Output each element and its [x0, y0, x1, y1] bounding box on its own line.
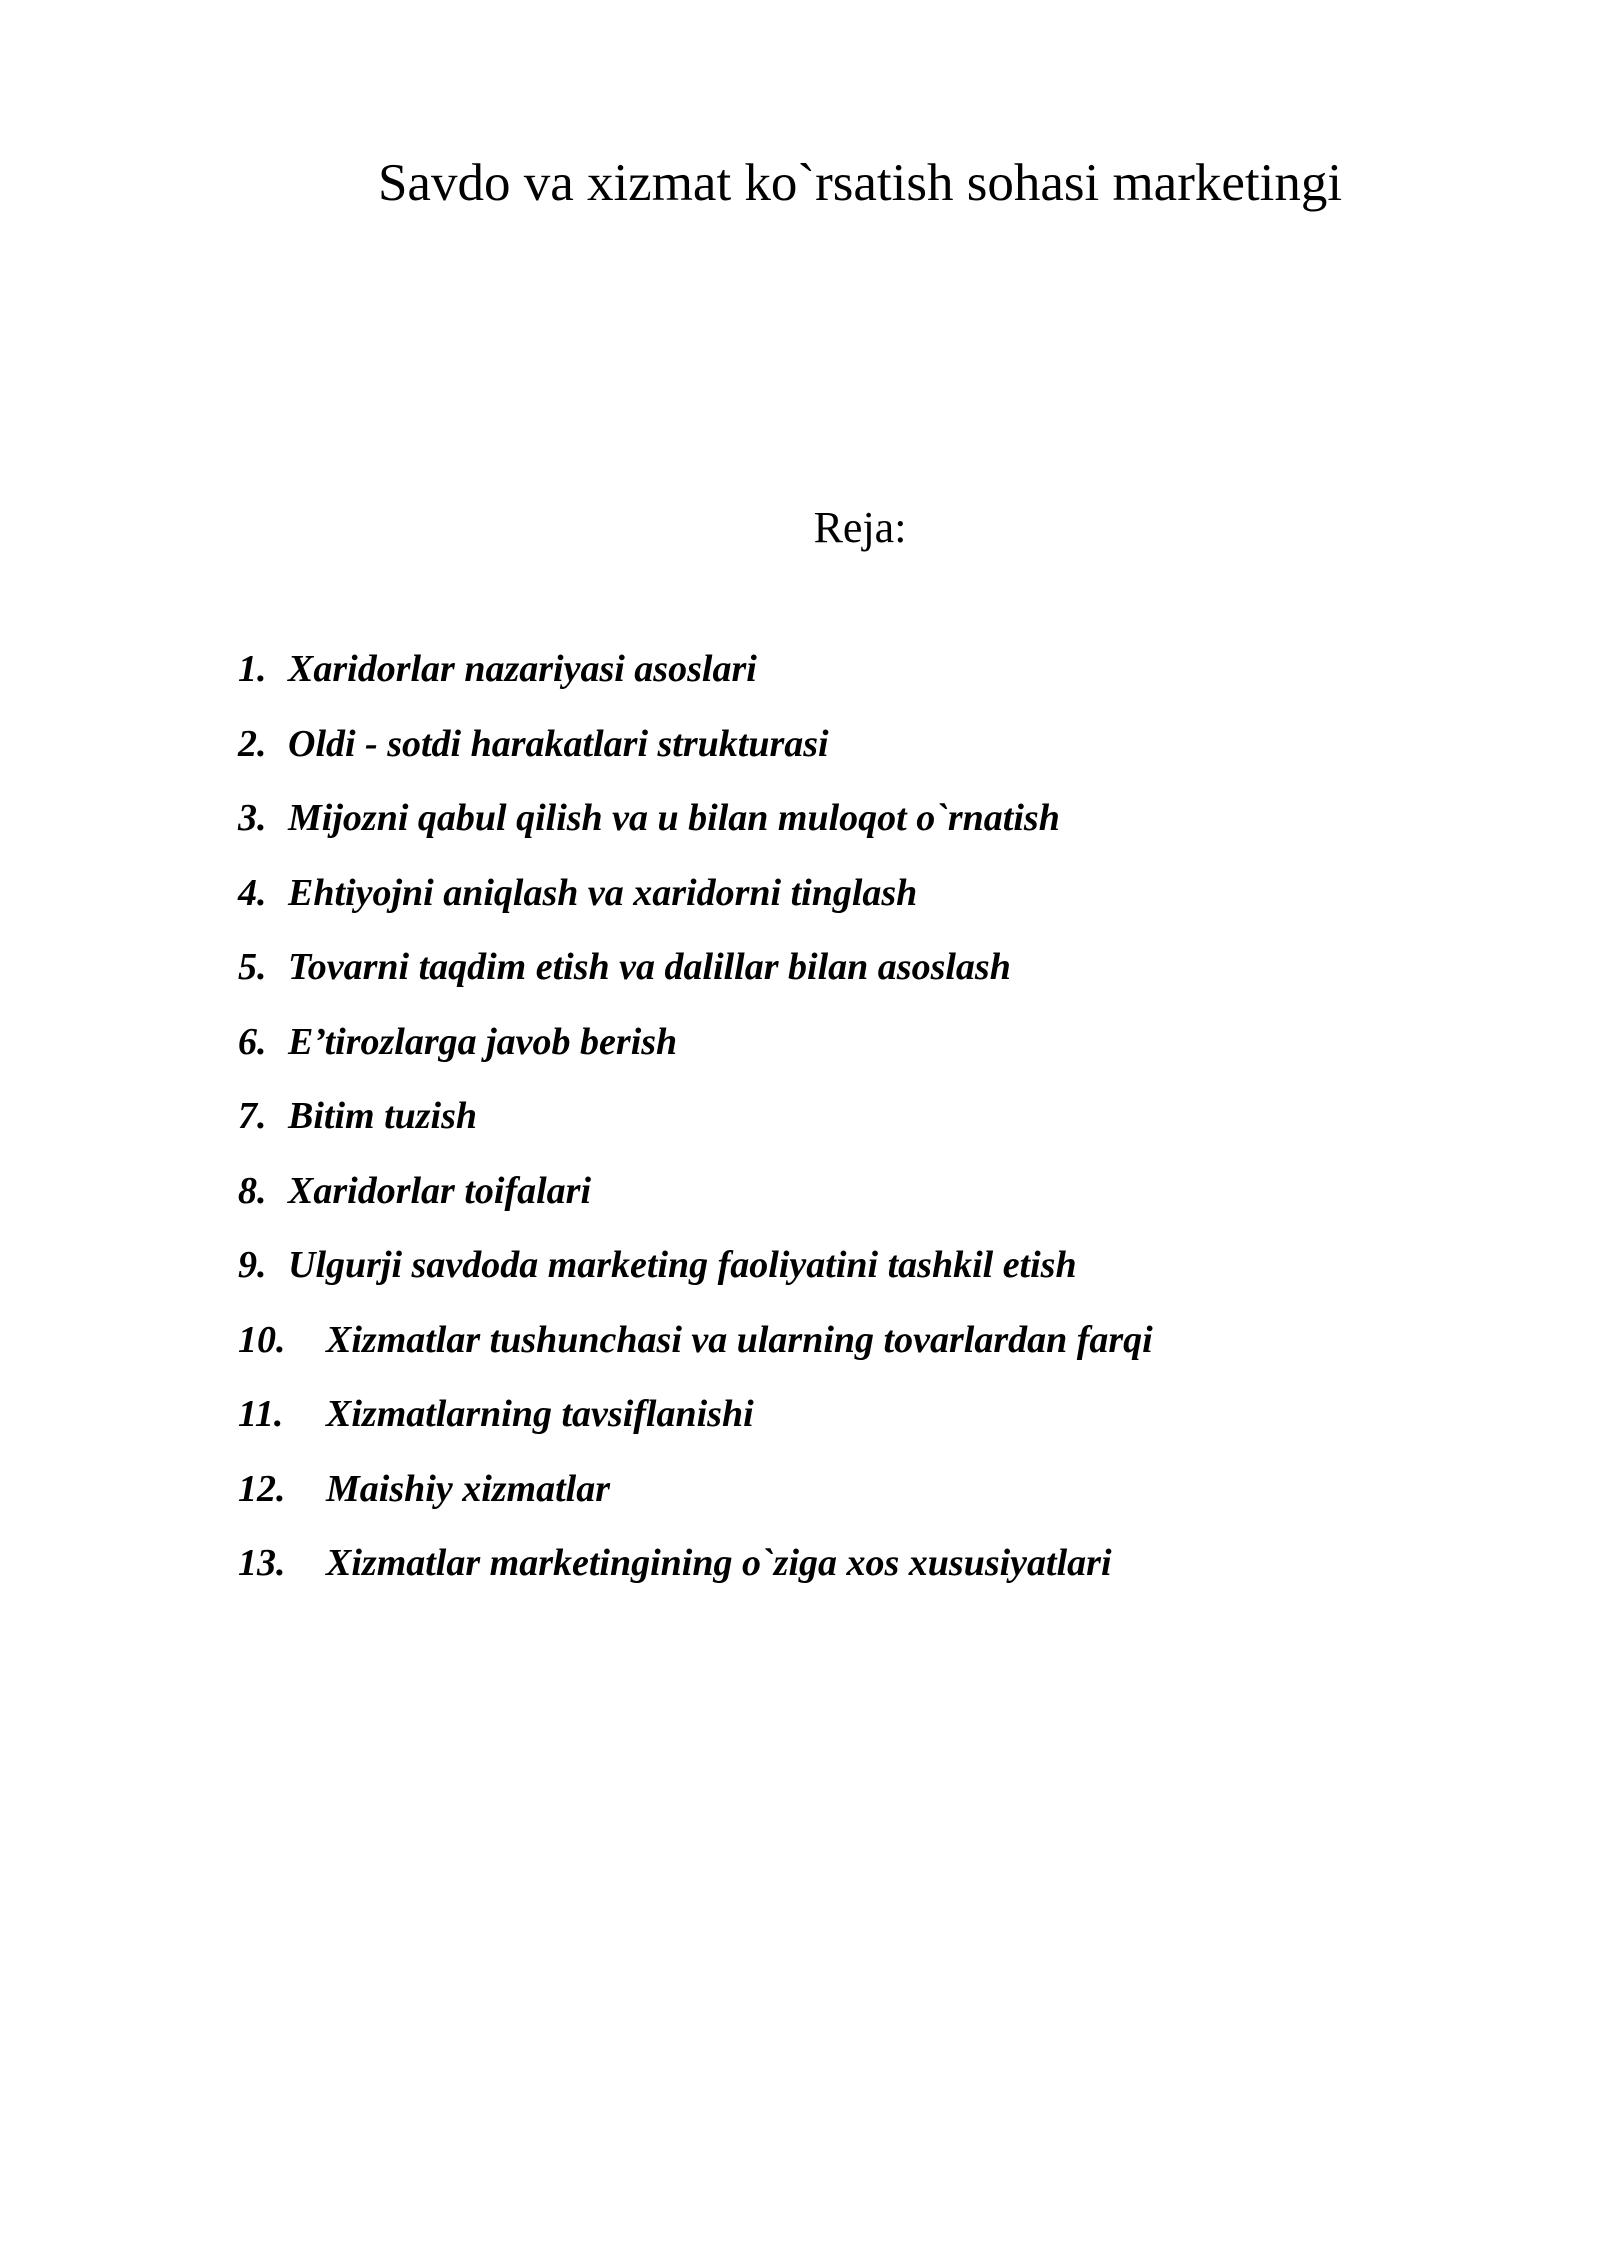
- plan-item: [238, 799, 1153, 874]
- plan-item-text: Bitim tuzish: [288, 1095, 478, 1137]
- plan-item-text: Xizmatlar tushunchasi va ularning tovarlardan farqi: [326, 1318, 1153, 1361]
- plan-item-text: E’tirozlarga javob berish: [288, 1020, 678, 1063]
- plan-item-text: Maishiy xizmatlar: [326, 1467, 610, 1510]
- plan-item: [238, 1097, 1153, 1172]
- plan-item-number: 4.: [238, 871, 267, 914]
- plan-item-number: 3.: [238, 797, 267, 839]
- plan-item-text: Oldi - sotdi harakatlari strukturasi: [288, 722, 829, 765]
- plan-item: [238, 650, 1153, 725]
- plan-item-number: 10.: [238, 1318, 286, 1361]
- plan-item-number: 5.: [238, 946, 267, 988]
- plan-item-text: Ulgurji savdoda marketing faoliyatini tashkil etish: [288, 1244, 1077, 1286]
- plan-item: [238, 948, 1153, 1023]
- plan-item-text: Xaridorlar toifalari: [288, 1169, 591, 1212]
- plan-item-number: 7.: [238, 1095, 267, 1137]
- plan-item-number: 12.: [238, 1467, 286, 1510]
- plan-item-text: Xaridorlar nazariyasi asoslari: [288, 648, 757, 690]
- plan-item: [238, 1020, 1153, 1098]
- plan-item-number: 9.: [238, 1244, 267, 1286]
- plan-item-text: Ehtiyojni aniqlash va xaridorni tinglash: [288, 871, 918, 914]
- plan-heading: Reja:: [813, 503, 907, 552]
- plan-item: [238, 1169, 1153, 1247]
- plan-item-text: Tovarni taqdim etish va dalillar bilan asoslash: [288, 946, 1011, 988]
- plan-list: [238, 650, 1153, 1619]
- plan-item-text: Xizmatlar marketingining o`ziga xos xususiyatlari: [326, 1542, 1112, 1584]
- plan-item: [238, 1395, 1153, 1470]
- plan-item: [238, 722, 1153, 800]
- plan-item: [238, 1246, 1153, 1321]
- plan-item-number: 11.: [238, 1393, 284, 1435]
- plan-item-text: Mijozni qabul qilish va u bilan muloqot o`rnatish: [288, 797, 1060, 839]
- plan-item: [238, 1318, 1153, 1396]
- plan-item-number: 6.: [238, 1020, 267, 1063]
- plan-item: [238, 1467, 1153, 1545]
- document-title: Savdo va xizmat ko`rsatish sohasi marketingi: [377, 154, 1343, 212]
- plan-item-number: 2.: [238, 722, 267, 765]
- plan-item-number: 13.: [238, 1542, 286, 1584]
- plan-item-number: 8.: [238, 1169, 267, 1212]
- plan-item: [238, 871, 1153, 949]
- plan-item-text: Xizmatlarning tavsiflanishi: [326, 1393, 754, 1435]
- plan-item-number: 1.: [238, 648, 267, 690]
- plan-item: [238, 1544, 1153, 1619]
